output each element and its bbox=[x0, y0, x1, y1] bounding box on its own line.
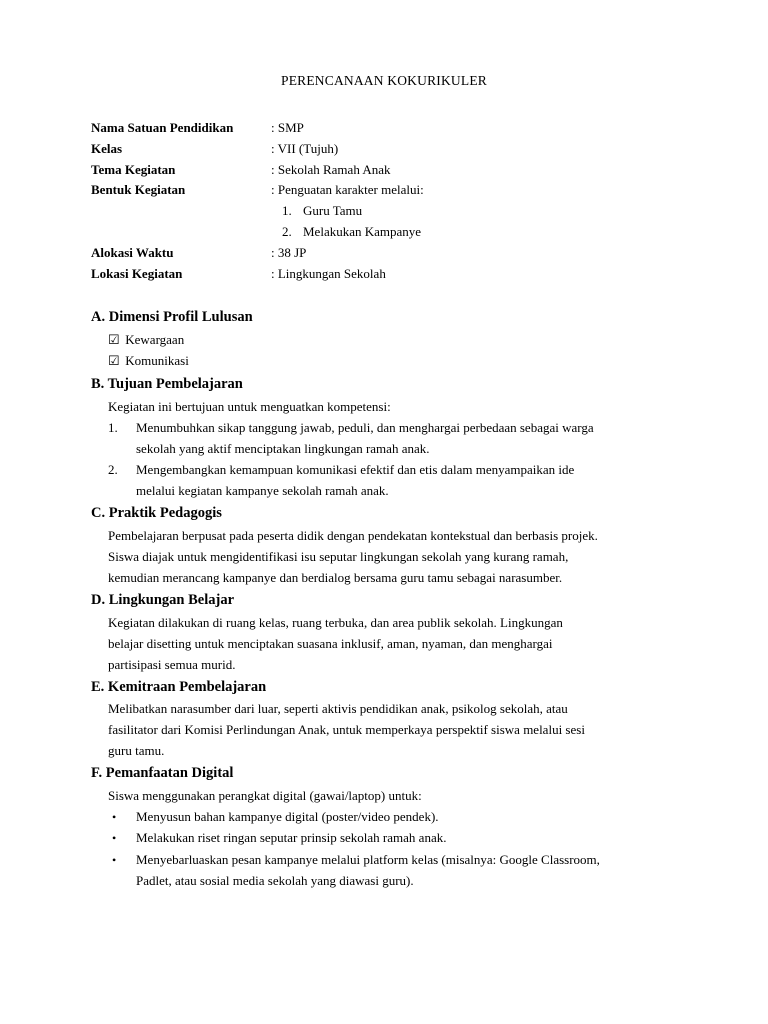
paragraph-line: Melibatkan narasumber dari luar, seperti aktivis pendidikan anak, psikolog sekolah, atau bbox=[108, 701, 568, 716]
info-row-time bbox=[91, 243, 711, 263]
checklist-label: Kewargaan bbox=[125, 332, 185, 347]
checkbox-checked-icon: ☑ bbox=[108, 332, 120, 347]
form-list-number: 1. bbox=[282, 203, 292, 218]
form-list-item bbox=[282, 201, 362, 221]
info-value-form: : Penguatan karakter melalui: bbox=[271, 182, 424, 197]
document-title: PERENCANAAN KOKURIKULER bbox=[281, 73, 487, 88]
form-list-text: Guru Tamu bbox=[303, 203, 363, 218]
list-item-line: Mengembangkan kemampuan komunikasi efektif dan etis dalam menyampaikan ide bbox=[136, 462, 575, 477]
bullet-icon: • bbox=[112, 853, 117, 867]
checklist-item bbox=[108, 351, 189, 371]
info-value-theme: : Sekolah Ramah Anak bbox=[271, 162, 391, 177]
section-heading-e: E. Kemitraan Pembelajaran bbox=[91, 679, 267, 695]
list-item-line: Menumbuhkan sikap tanggung jawab, peduli, dan menghargai perbedaan sebagai warga bbox=[136, 420, 594, 435]
info-row-class bbox=[91, 139, 711, 159]
info-value-class: : VII (Tujuh) bbox=[271, 141, 339, 156]
checklist-label: Komunikasi bbox=[125, 353, 189, 368]
info-value-location: : Lingkungan Sekolah bbox=[271, 266, 386, 281]
checklist-item bbox=[108, 330, 184, 350]
list-item-line: Menyusun bahan kampanye digital (poster/video pendek). bbox=[136, 809, 439, 824]
info-row-form bbox=[91, 180, 711, 200]
info-value-school: : SMP bbox=[271, 120, 304, 135]
checkbox-checked-icon: ☑ bbox=[108, 353, 120, 368]
paragraph-line: Siswa diajak untuk mengidentifikasi isu seputar lingkungan sekolah yang kurang ramah, bbox=[108, 549, 569, 564]
section-heading-f: F. Pemanfaatan Digital bbox=[91, 765, 234, 781]
form-list-text: Melakukan Kampanye bbox=[303, 224, 422, 239]
section-heading-b: B. Tujuan Pembelajaran bbox=[91, 376, 243, 392]
info-label-class: Kelas bbox=[91, 141, 123, 156]
paragraph-line: Kegiatan ini bertujuan untuk menguatkan kompetensi: bbox=[108, 399, 391, 414]
paragraph-line: partisipasi semua murid. bbox=[108, 657, 236, 672]
section-heading-a: A. Dimensi Profil Lulusan bbox=[91, 309, 253, 325]
list-item-line: Menyebarluaskan pesan kampanye melalui platform kelas (misalnya: Google Classroom, bbox=[136, 852, 600, 867]
list-number: 2. bbox=[108, 462, 118, 477]
list-item-line: melalui kegiatan kampanye sekolah ramah anak. bbox=[136, 483, 389, 498]
info-value-time: : 38 JP bbox=[271, 245, 307, 260]
paragraph-line: Kegiatan dilakukan di ruang kelas, ruang terbuka, dan area publik sekolah. Lingkungan bbox=[108, 615, 563, 630]
info-label-form: Bentuk Kegiatan bbox=[91, 182, 186, 197]
paragraph-line: Pembelajaran berpusat pada peserta didik dengan pendekatan kontekstual dan berbasis projek. bbox=[108, 528, 598, 543]
paragraph-line: guru tamu. bbox=[108, 743, 165, 758]
info-label-theme: Tema Kegiatan bbox=[91, 162, 176, 177]
paragraph-line: Siswa menggunakan perangkat digital (gawai/laptop) untuk: bbox=[108, 788, 422, 803]
list-item-line: Padlet, atau sosial media sekolah yang diawasi guru). bbox=[136, 873, 414, 888]
form-list-number: 2. bbox=[282, 224, 292, 239]
form-list-item bbox=[282, 222, 421, 242]
list-item-line: Melakukan riset ringan seputar prinsip sekolah ramah anak. bbox=[136, 830, 447, 845]
paragraph-line: fasilitator dari Komisi Perlindungan Anak, untuk memperkaya perspektif siswa melalui sesi bbox=[108, 722, 585, 737]
info-label-location: Lokasi Kegiatan bbox=[91, 266, 183, 281]
list-number: 1. bbox=[108, 420, 118, 435]
section-heading-c: C. Praktik Pedagogis bbox=[91, 505, 222, 521]
info-row-location bbox=[91, 264, 711, 284]
info-label-school: Nama Satuan Pendidikan bbox=[91, 120, 234, 135]
list-item-line: sekolah yang aktif menciptakan lingkungan ramah anak. bbox=[136, 441, 430, 456]
info-row-school bbox=[91, 118, 711, 138]
bullet-icon: • bbox=[112, 810, 117, 824]
bullet-icon: • bbox=[112, 831, 117, 845]
paragraph-line: kemudian merancang kampanye dan berdialog bersama guru tamu sebagai narasumber. bbox=[108, 570, 563, 585]
info-label-time: Alokasi Waktu bbox=[91, 245, 174, 260]
section-heading-d: D. Lingkungan Belajar bbox=[91, 592, 235, 608]
paragraph-line: belajar disetting untuk menciptakan suasana inklusif, aman, nyaman, dan menghargai bbox=[108, 636, 553, 651]
info-row-theme bbox=[91, 160, 711, 180]
